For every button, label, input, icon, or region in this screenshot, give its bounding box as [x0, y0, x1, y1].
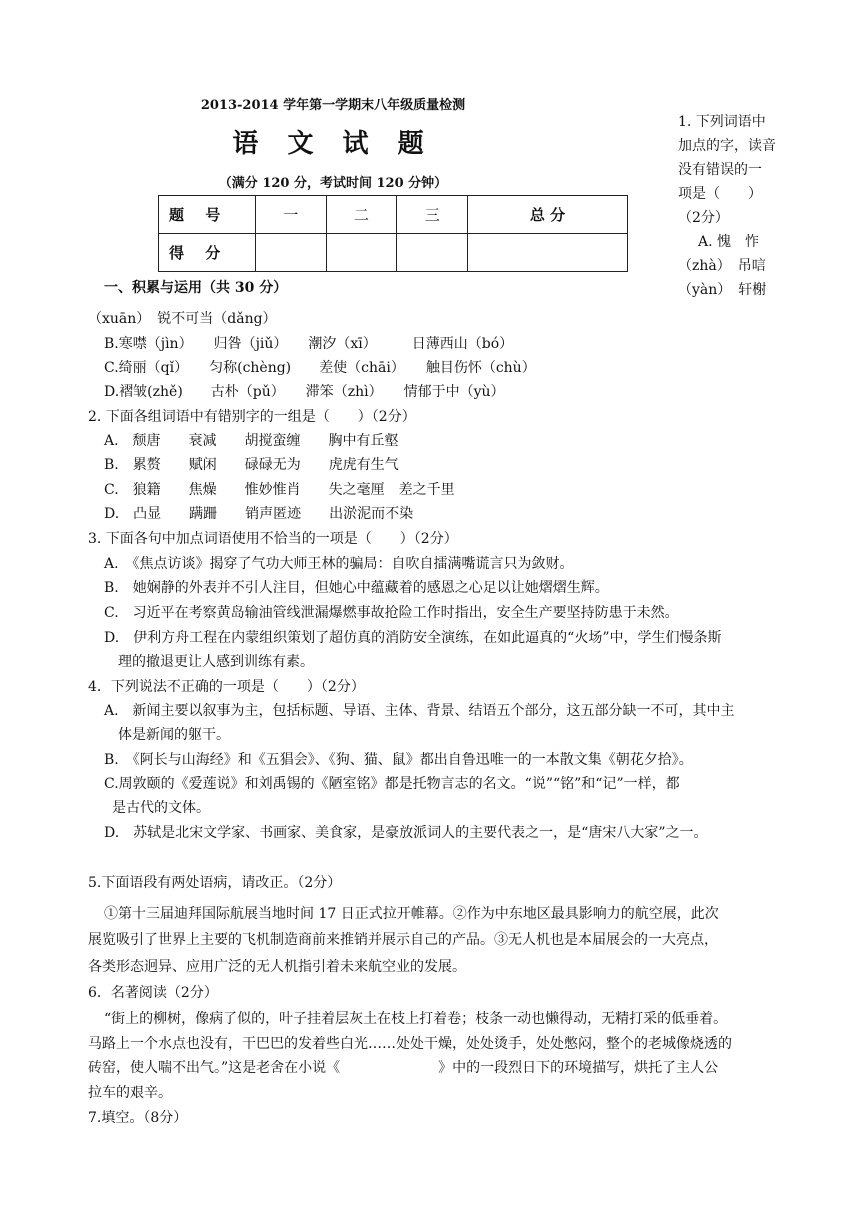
q4-option-b: B. 《阿长与山海经》和《五猖会》、《狗、猫、鼠》都出自鲁迅唯一的一本散文集《朝花夕拾》。	[104, 752, 693, 768]
q5-passage-line: ①第十三届迪拜国际航展当地时间 17 日正式拉开帷幕。②作为中东地区最具影响力的航空展，此次	[104, 906, 719, 922]
table-cell: 一	[256, 196, 327, 234]
q3-stem: 3. 下面各句中加点词语使用不恰当的一项是（ ）（2分）	[88, 531, 458, 547]
q2-option-c: C. 狼籍 焦燥 惟妙惟肖 失之毫厘 差之千里	[104, 482, 455, 498]
q1-option-a: （zhà） 吊唁	[678, 258, 766, 274]
score-input-cell[interactable]	[468, 234, 628, 272]
table-row	[159, 196, 628, 234]
q1-option-b: B.寒噤（jìn） 归咎（jiǔ） 潮汐（xī） 日薄西山（bó）	[104, 336, 514, 352]
table-cell: 题 号	[159, 196, 256, 234]
q4-option-d: D. 苏轼是北宋文学家、书画家、美食家，是豪放派词人的主要代表之一，是“唐宋八大家”之一。	[104, 825, 708, 841]
q1-option-a: A. 愧 怍	[698, 234, 760, 250]
q3-option-c: C. 习近平在考察黄岛输油管线泄漏爆燃事故抢险工作时指出，安全生产要坚持防患于未然。	[104, 605, 679, 621]
q6-passage-line: “街上的柳树，像病了似的，叶子挂着层灰土在枝上打着卷；枝条一动也懒得动，无精打采的低垂着。	[104, 1011, 728, 1027]
q6-passage-line: 拉车的艰辛。	[88, 1085, 172, 1101]
q3-option-d-cont: 理的撤退更让人感到训练有素。	[118, 654, 314, 670]
q2-option-d: D. 凸显 蹒跚 销声匿迹 出淤泥而不染	[104, 506, 414, 522]
score-table	[158, 195, 628, 272]
q4-option-a-cont: 体是新闻的躯干。	[118, 727, 230, 743]
table-cell: 得 分	[159, 234, 256, 272]
score-input-cell[interactable]	[256, 234, 327, 272]
q1-option-a-cont: （xuān） 锐不可当（dǎng）	[88, 311, 277, 327]
q5-passage-line: 各类形态迥异、应用广泛的无人机指引着未来航空业的发展。	[88, 959, 466, 975]
q1-option-d: D.褶皱(zhě) 古朴（pǔ） 滞笨（zhì） 情郁于中（yù）	[104, 384, 505, 400]
q5-stem: 5.下面语段有两处语病，请改正。（2分）	[88, 875, 342, 891]
q4-option-a: A. 新闻主要以叙事为主，包括标题、导语、主体、背景、结语五个部分，这五部分缺一不可，其中主	[104, 703, 735, 719]
table-cell: 三	[397, 196, 468, 234]
q1-side-column	[678, 110, 788, 302]
q3-option-d: D. 伊利方舟工程在内蒙组织策划了超仿真的消防安全演练，在如此逼真的“火场”中，学生们慢条斯	[104, 630, 722, 646]
q4-stem: 4．下列说法不正确的一项是（ ）（2分）	[88, 679, 365, 695]
q6-passage-line: 马路上一个水点也没有，干巴巴的发着些白光……处处干燥，处处烫手，处处憋闷，整个的老城像烧透的	[88, 1036, 732, 1052]
table-cell: 二	[326, 196, 397, 234]
exam-title: 语 文 试 题	[232, 129, 434, 159]
score-input-cell[interactable]	[397, 234, 468, 272]
q2-option-a: A. 颓唐 衰减 胡搅蛮缠 胸中有丘壑	[104, 433, 399, 449]
q1-stem-line: 1. 下列词语中	[678, 114, 766, 130]
q5-passage-line: 展览吸引了世界上主要的飞机制造商前来推销并展示自己的产品。③无人机也是本届展会的一大亮点，	[88, 932, 718, 948]
table-row	[159, 234, 628, 272]
q1-option-c: C.绮丽（qǐ） 匀称(chèng) 差使（chāi） 触目伤怀（chù）	[104, 360, 536, 376]
exam-year-line: 2013-2014 学年第一学期末八年级质量检测	[200, 98, 466, 113]
section-heading: 一、积累与运用（共 30 分）	[104, 280, 288, 296]
q1-option-a: （yàn） 轩榭	[678, 282, 767, 298]
q3-option-b: B. 她娴静的外表并不引人注目，但她心中蕴藏着的感恩之心足以让她熠熠生辉。	[104, 580, 609, 596]
q1-stem-line: 加点的字，读音	[678, 138, 776, 154]
exam-info: （满分 120 分，考试时间 120 分钟）	[218, 176, 448, 191]
q7-stem: 7.填空。（8分）	[88, 1110, 188, 1126]
table-cell: 总 分	[468, 196, 628, 234]
q2-stem: 2. 下面各组词语中有错别字的一组是（ ）（2分）	[88, 409, 416, 425]
q1-stem-line: 没有错误的一	[678, 162, 762, 178]
q2-option-b: B. 累赘 赋闲 碌碌无为 虎虎有生气	[104, 457, 399, 473]
q4-option-c: C.周敦颐的《爱莲说》和刘禹锡的《陋室铭》都是托物言志的名文。“说”“铭”和“记”一样，都	[104, 776, 680, 792]
q1-stem-line: （2分）	[678, 210, 729, 226]
q3-option-a: A. 《焦点访谈》揭穿了气功大师王林的骗局：自吹自擂满嘴谎言只为敛财。	[104, 556, 574, 572]
q6-stem: 6．名著阅读（2分）	[88, 985, 218, 1001]
score-input-cell[interactable]	[326, 234, 397, 272]
q4-option-c-cont: 是古代的文体。	[112, 800, 210, 816]
q1-stem-line: 项是（ ）	[678, 186, 762, 202]
q6-passage-line: 砖窑，使人喘不出气。”这是老舍在小说《 》中的一段烈日下的环境描写，烘托了主人公	[88, 1060, 719, 1076]
